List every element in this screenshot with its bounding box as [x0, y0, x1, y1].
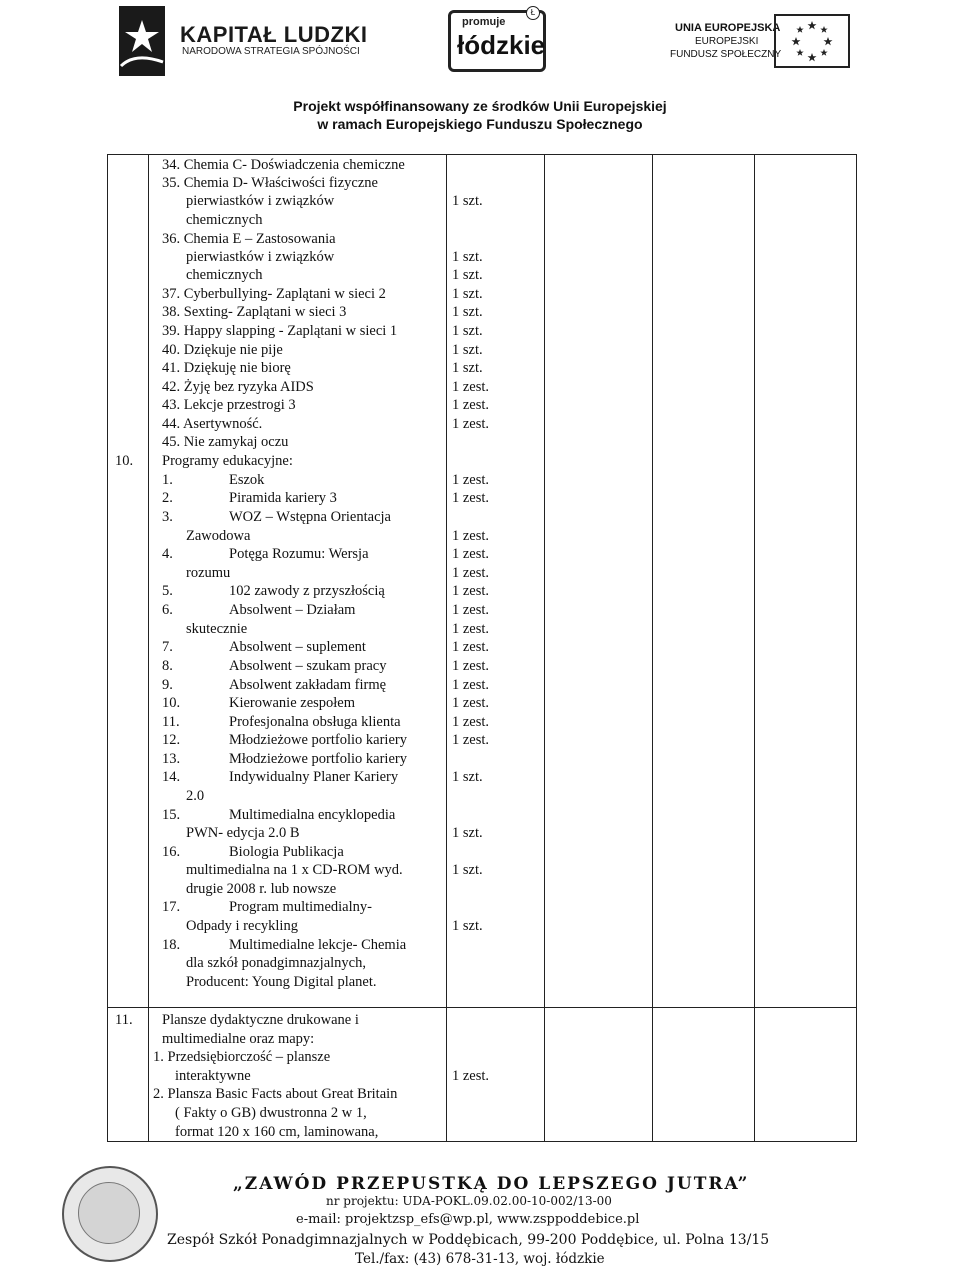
quantity: 1 szt.	[452, 825, 483, 841]
ue-line-1: UNIA EUROPEJSKA	[675, 22, 781, 34]
quantity: 1 zest.	[452, 472, 490, 488]
item-text: Profesjonalna obsługa klienta	[229, 714, 401, 730]
item-text: Multimedialna encyklopedia	[229, 807, 396, 823]
item-number: 7.	[162, 639, 173, 655]
eu-flag-icon	[774, 14, 850, 68]
item-number: 9.	[162, 677, 173, 693]
item-text: Producent: Young Digital planet.	[186, 974, 377, 990]
column-divider	[446, 155, 447, 1141]
footer-slogan: „ZAWÓD PRZEPUSTKĄ DO LEPSZEGO JUTRA”	[233, 1174, 750, 1194]
kapital-ludzki-title: KAPITAŁ LUDZKI	[180, 22, 368, 47]
list-item: 35. Chemia D- Właściwości fizyczne	[162, 175, 378, 191]
quantity: 1 zest.	[452, 565, 490, 581]
quantity: 1 zest.	[452, 658, 490, 674]
kapital-ludzki-subtitle: NARODOWA STRATEGIA SPÓJNOŚCI	[182, 46, 360, 57]
quantity: 1 zest.	[452, 583, 490, 599]
footer-school-address: Zespół Szkół Ponadgimnazjalnych w Poddębicach, 99-200 Poddębice, ul. Polna 13/15	[167, 1232, 770, 1248]
list-item: 34. Chemia C- Doświadczenia chemiczne	[162, 157, 405, 173]
section-title: Programy edukacyjne:	[162, 453, 293, 469]
quantity: 1 szt.	[452, 360, 483, 376]
lodzkie-mark-icon: Ł	[526, 6, 540, 20]
item-number: 12.	[162, 732, 181, 748]
item-text: Absolwent – szukam pracy	[229, 658, 387, 674]
list-item: 43. Lekcje przestrogi 3	[162, 397, 296, 413]
item-number: 10.	[162, 695, 181, 711]
row-divider	[108, 1007, 856, 1008]
item-text: 2.0	[186, 788, 205, 804]
quantity: 1 zest.	[452, 528, 490, 544]
list-item: 36. Chemia E – Zastosowania	[162, 231, 336, 247]
section-line: format 120 x 160 cm, laminowana,	[175, 1124, 379, 1140]
kapital-ludzki-logo-icon	[115, 6, 169, 76]
quantity: 1 zest.	[452, 397, 490, 413]
section-number: 10.	[115, 453, 134, 469]
quantity: 1 zest.	[452, 695, 490, 711]
item-text: multimedialna na 1 x CD-ROM wyd.	[186, 862, 403, 878]
item-text: Absolwent – suplement	[229, 639, 366, 655]
list-item: 45. Nie zamykaj oczu	[162, 434, 289, 450]
footer-phone: Tel./fax: (43) 678-31-13, woj. łódzkie	[355, 1251, 605, 1267]
quantity: 1 zest.	[452, 639, 490, 655]
section-number: 11.	[115, 1012, 133, 1028]
item-number: 18.	[162, 937, 181, 953]
item-number: 16.	[162, 844, 181, 860]
item-text: dla szkół ponadgimnazjalnych,	[186, 955, 366, 971]
quantity: 1 zest.	[452, 416, 490, 432]
list-item: 38. Sexting- Zaplątani w sieci 3	[162, 304, 347, 320]
quantity: 1 szt.	[452, 249, 483, 265]
list-item: 40. Dziękuje nie pije	[162, 342, 283, 358]
lodzkie-logo-main: łódzkie	[457, 30, 546, 60]
quantity: 1 szt.	[452, 304, 483, 320]
footer-contact-email: e-mail: projektzsp_efs@wp.pl, www.zsppoddebice.pl	[296, 1212, 640, 1227]
item-text: Biologia Publikacja	[229, 844, 344, 860]
section-line: interaktywne	[175, 1068, 251, 1084]
list-item: chemicznych	[186, 267, 263, 283]
item-text: Kierowanie zespołem	[229, 695, 356, 711]
quantity: 1 zest.	[452, 1068, 490, 1084]
item-number: 2.	[162, 490, 173, 506]
quantity: 1 szt.	[452, 862, 483, 878]
item-text: Potęga Rozumu: Wersja	[229, 546, 369, 562]
list-item: pierwiastków i związków	[186, 249, 335, 265]
quantity: 1 zest.	[452, 490, 490, 506]
item-text: Multimedialne lekcje- Chemia	[229, 937, 407, 953]
item-number: 13.	[162, 751, 181, 767]
section-line: multimedialne oraz mapy:	[162, 1031, 315, 1047]
quantity: 1 szt.	[452, 286, 483, 302]
item-number: 3.	[162, 509, 173, 525]
item-number: 17.	[162, 899, 181, 915]
item-text: 102 zawody z przyszłością	[229, 583, 385, 599]
list-item: chemicznych	[186, 212, 263, 228]
section-line: 1. Przedsiębiorczość – plansze	[153, 1049, 331, 1065]
quantity: 1 zest.	[452, 546, 490, 562]
item-text: Program multimedialny-	[229, 899, 372, 915]
ue-line-2: EUROPEJSKI	[695, 36, 759, 47]
quantity: 1 szt.	[452, 342, 483, 358]
item-text: skutecznie	[186, 621, 248, 637]
quantity: 1 szt.	[452, 769, 483, 785]
item-number: 6.	[162, 602, 173, 618]
ue-line-3: FUNDUSZ SPOŁECZNY	[670, 49, 782, 60]
column-divider	[652, 155, 653, 1141]
list-item: 44. Asertywność.	[162, 416, 263, 432]
school-seal-inner	[78, 1182, 140, 1244]
item-text: Zawodowa	[186, 528, 251, 544]
item-number: 11.	[162, 714, 180, 730]
item-number: 15.	[162, 807, 181, 823]
item-number: 1.	[162, 472, 173, 488]
section-line: 2. Plansza Basic Facts about Great Britain	[153, 1086, 398, 1102]
quantity: 1 zest.	[452, 602, 490, 618]
item-number: 8.	[162, 658, 173, 674]
list-item: 37. Cyberbullying- Zaplątani w sieci 2	[162, 286, 386, 302]
section-title: Plansze dydaktyczne drukowane i	[162, 1012, 359, 1028]
quantity: 1 szt.	[452, 193, 483, 209]
section-line: ( Fakty o GB) dwustronna 2 w 1,	[175, 1105, 367, 1121]
column-divider	[148, 155, 149, 1141]
item-text: rozumu	[186, 565, 231, 581]
quantity: 1 zest.	[452, 379, 490, 395]
item-text: Absolwent zakładam firmę	[229, 677, 387, 693]
column-divider	[754, 155, 755, 1141]
quantity: 1 szt.	[452, 323, 483, 339]
quantity: 1 zest.	[452, 732, 490, 748]
item-text: drugie 2008 r. lub nowsze	[186, 881, 337, 897]
lodzkie-logo-top: promuje	[462, 16, 506, 28]
item-text: Indywidualny Planer Kariery	[229, 769, 399, 785]
item-text: Piramida kariery 3	[229, 490, 337, 506]
item-text: Młodzieżowe portfolio kariery	[229, 732, 407, 748]
column-divider	[544, 155, 545, 1141]
footer-project-number: nr projektu: UDA-POKL.09.02.00-10-002/13-00	[326, 1194, 612, 1208]
item-number: 4.	[162, 546, 173, 562]
project-line-2: w ramach Europejskiego Funduszu Społecznego	[317, 116, 643, 132]
project-line-1: Projekt współfinansowany ze środków Unii Europejskiej	[293, 98, 667, 114]
item-text: Odpady i recykling	[186, 918, 298, 934]
quantity: 1 szt.	[452, 267, 483, 283]
quantity: 1 zest.	[452, 714, 490, 730]
item-number: 14.	[162, 769, 181, 785]
quantity: 1 szt.	[452, 918, 483, 934]
item-text: WOZ – Wstępna Orientacja	[229, 509, 391, 525]
item-text: PWN- edycja 2.0 B	[186, 825, 300, 841]
item-text: Absolwent – Działam	[229, 602, 356, 618]
list-item: 39. Happy slapping - Zaplątani w sieci 1	[162, 323, 398, 339]
list-item: pierwiastków i związków	[186, 193, 335, 209]
item-text: Młodzieżowe portfolio kariery	[229, 751, 407, 767]
list-item: 42. Żyję bez ryzyka AIDS	[162, 379, 314, 395]
quantity: 1 zest.	[452, 677, 490, 693]
list-item: 41. Dziękuję nie biorę	[162, 360, 291, 376]
item-number: 5.	[162, 583, 173, 599]
quantity: 1 zest.	[452, 621, 490, 637]
item-text: Eszok	[229, 472, 265, 488]
